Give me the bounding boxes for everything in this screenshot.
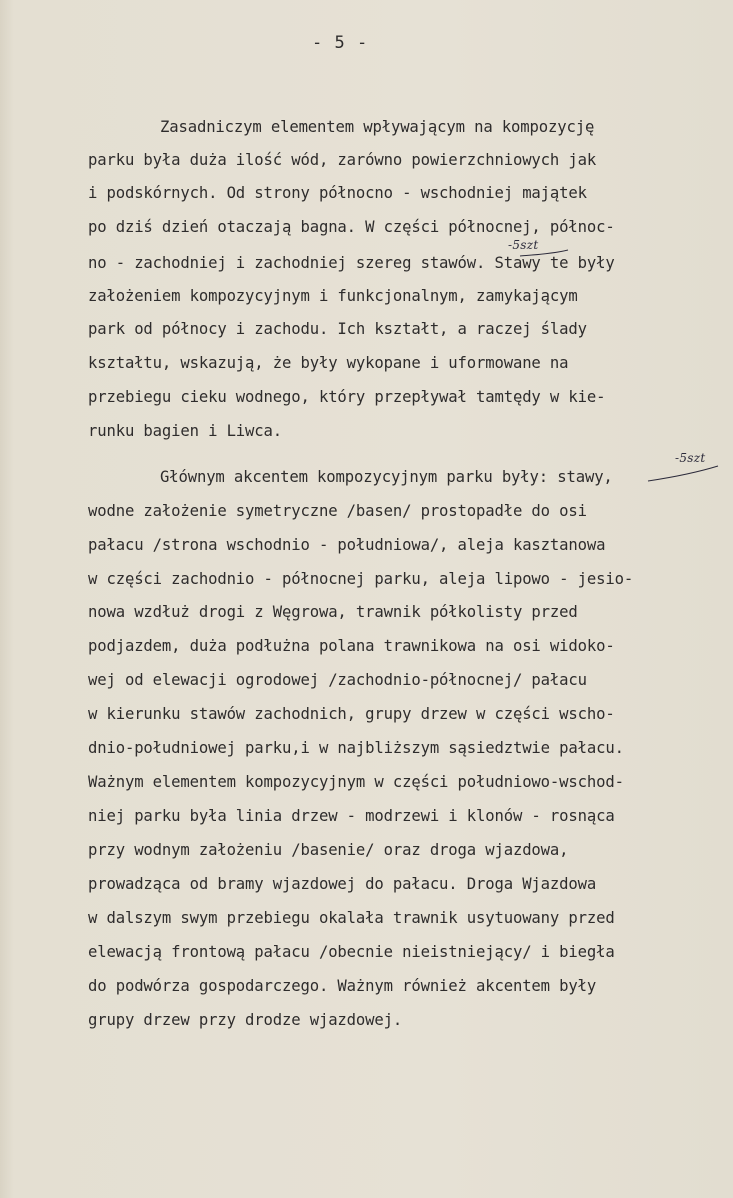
text-line: grupy drzew przy drodze wjazdowej.: [88, 1011, 403, 1029]
text-line: w kierunku stawów zachodnich, grupy drzew w części wscho-: [88, 705, 615, 723]
text-line: w części zachodnio - północnej parku, aleja lipowo - jesio-: [88, 570, 634, 588]
annotation-underline-2: [648, 466, 718, 481]
text-line: założeniem kompozycyjnym i funkcjonalnym, zamykającym: [88, 287, 578, 305]
text-line: no - zachodniej i zachodniej szereg stawów. Stawy te były: [88, 254, 615, 272]
text-line: nowa wzdłuż drogi z Węgrowa, trawnik półkolisty przed: [88, 603, 578, 621]
text-line: runku bagien i Liwca.: [88, 422, 283, 440]
text-line: elewacją frontową pałacu /obecnie nieistniejący/ i biegła: [88, 943, 615, 961]
text-line: kształtu, wskazują, że były wykopane i uformowane na: [88, 354, 569, 372]
text-line: wej od elewacji ogrodowej /zachodnio-północnej/ pałacu: [88, 671, 587, 689]
text-line: park od północy i zachodu. Ich kształt, a raczej ślady: [88, 320, 587, 338]
text-line: dnio-południowej parku,i w najbliższym sąsiedztwie pałacu.: [88, 739, 624, 757]
page-number: - 5 -: [312, 33, 369, 53]
text-line: podjazdem, duża podłużna polana trawnikowa na osi widoko-: [88, 637, 615, 655]
handwritten-annotation: -5szt: [508, 238, 539, 252]
text-line: do podwórza gospodarczego. Ważnym również akcentem były: [88, 977, 597, 995]
text-line: niej parku była linia drzew - modrzewi i klonów - rosnąca: [88, 807, 615, 825]
text-line: i podskórnych. Od strony północno - wschodniej majątek: [88, 184, 587, 202]
text-line: przy wodnym założeniu /basenie/ oraz droga wjazdowa,: [88, 841, 569, 859]
annotation-underline-1: [520, 250, 568, 256]
text-line: Ważnym elementem kompozycyjnym w części południowo-wschod-: [88, 773, 624, 791]
handwritten-annotation: -5szt: [675, 451, 706, 465]
text-line: prowadząca od bramy wjazdowej do pałacu. Droga Wjazdowa: [88, 875, 597, 893]
text-line: wodne założenie symetryczne /basen/ prostopadłe do osi: [88, 502, 587, 520]
text-line: pałacu /strona wschodnio - południowa/, aleja kasztanowa: [88, 536, 606, 554]
text-line: parku była duża ilość wód, zarówno powierzchniowych jak: [88, 151, 597, 169]
text-line: Zasadniczym elementem wpływającym na kompozycję: [160, 118, 595, 136]
text-line: w dalszym swym przebiegu okalała trawnik usytuowany przed: [88, 909, 615, 927]
text-line: Głównym akcentem kompozycyjnym parku były: stawy,: [160, 468, 613, 486]
text-line: po dziś dzień otaczają bagna. W części północnej, północ-: [88, 218, 615, 236]
text-line: przebiegu cieku wodnego, który przepływał tamtędy w kie-: [88, 388, 606, 406]
